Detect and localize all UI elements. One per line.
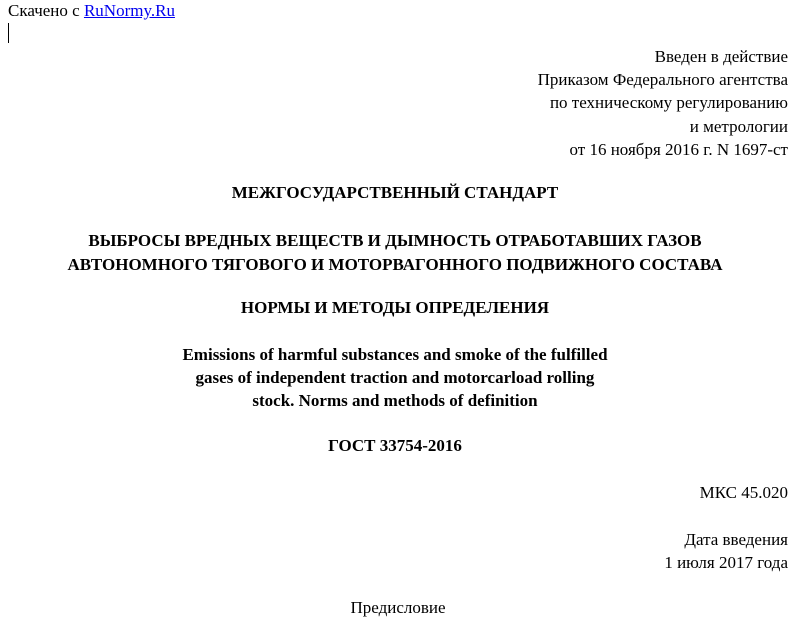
source-prefix: Скачено с <box>8 1 84 20</box>
foreword-heading: Предисловие <box>350 598 446 617</box>
english-title-line: gases of independent traction and motorcarload rolling <box>195 368 595 388</box>
standard-subtitle: НОРМЫ И МЕТОДЫ ОПРЕДЕЛЕНИЯ <box>240 298 550 317</box>
enactment-line: от 16 ноября 2016 г. N 1697-ст <box>569 139 788 159</box>
mks-code: МКС 45.020 <box>699 483 788 502</box>
standard-title <box>0 229 790 277</box>
english-title-line: stock. Norms and methods of definition <box>252 391 538 411</box>
standard-number: ГОСТ 33754-2016 <box>328 436 462 455</box>
enactment-line: Введен в действие <box>654 47 788 66</box>
standard-title-line: ВЫБРОСЫ ВРЕДНЫХ ВЕЩЕСТВ И ДЫМНОСТЬ ОТРАБОТАВШИХ ГАЗОВ <box>88 231 702 250</box>
introduction-date-value: 1 июля 2017 года <box>664 553 788 572</box>
standard-title-line: АВТОНОМНОГО ТЯГОВОГО И МОТОРВАГОННОГО ПОДВИЖНОГО СОСТАВА <box>67 255 723 274</box>
enactment-line: Приказом Федерального агентства <box>537 70 788 90</box>
enactment-block <box>538 45 788 161</box>
text-cursor <box>8 23 9 43</box>
introduction-date <box>664 528 788 574</box>
standard-english-title <box>0 343 790 413</box>
source-line <box>8 1 175 21</box>
standard-heading: МЕЖГОСУДАРСТВЕННЫЙ СТАНДАРТ <box>231 183 559 202</box>
introduction-date-label: Дата введения <box>684 530 788 549</box>
english-title-line: Emissions of harmful substances and smoke of the fulfilled <box>182 345 608 364</box>
runormy-link[interactable]: RuNormy.Ru <box>83 1 175 20</box>
enactment-line: по техническому регулированию <box>549 93 788 113</box>
enactment-line: и метрологии <box>689 116 788 136</box>
